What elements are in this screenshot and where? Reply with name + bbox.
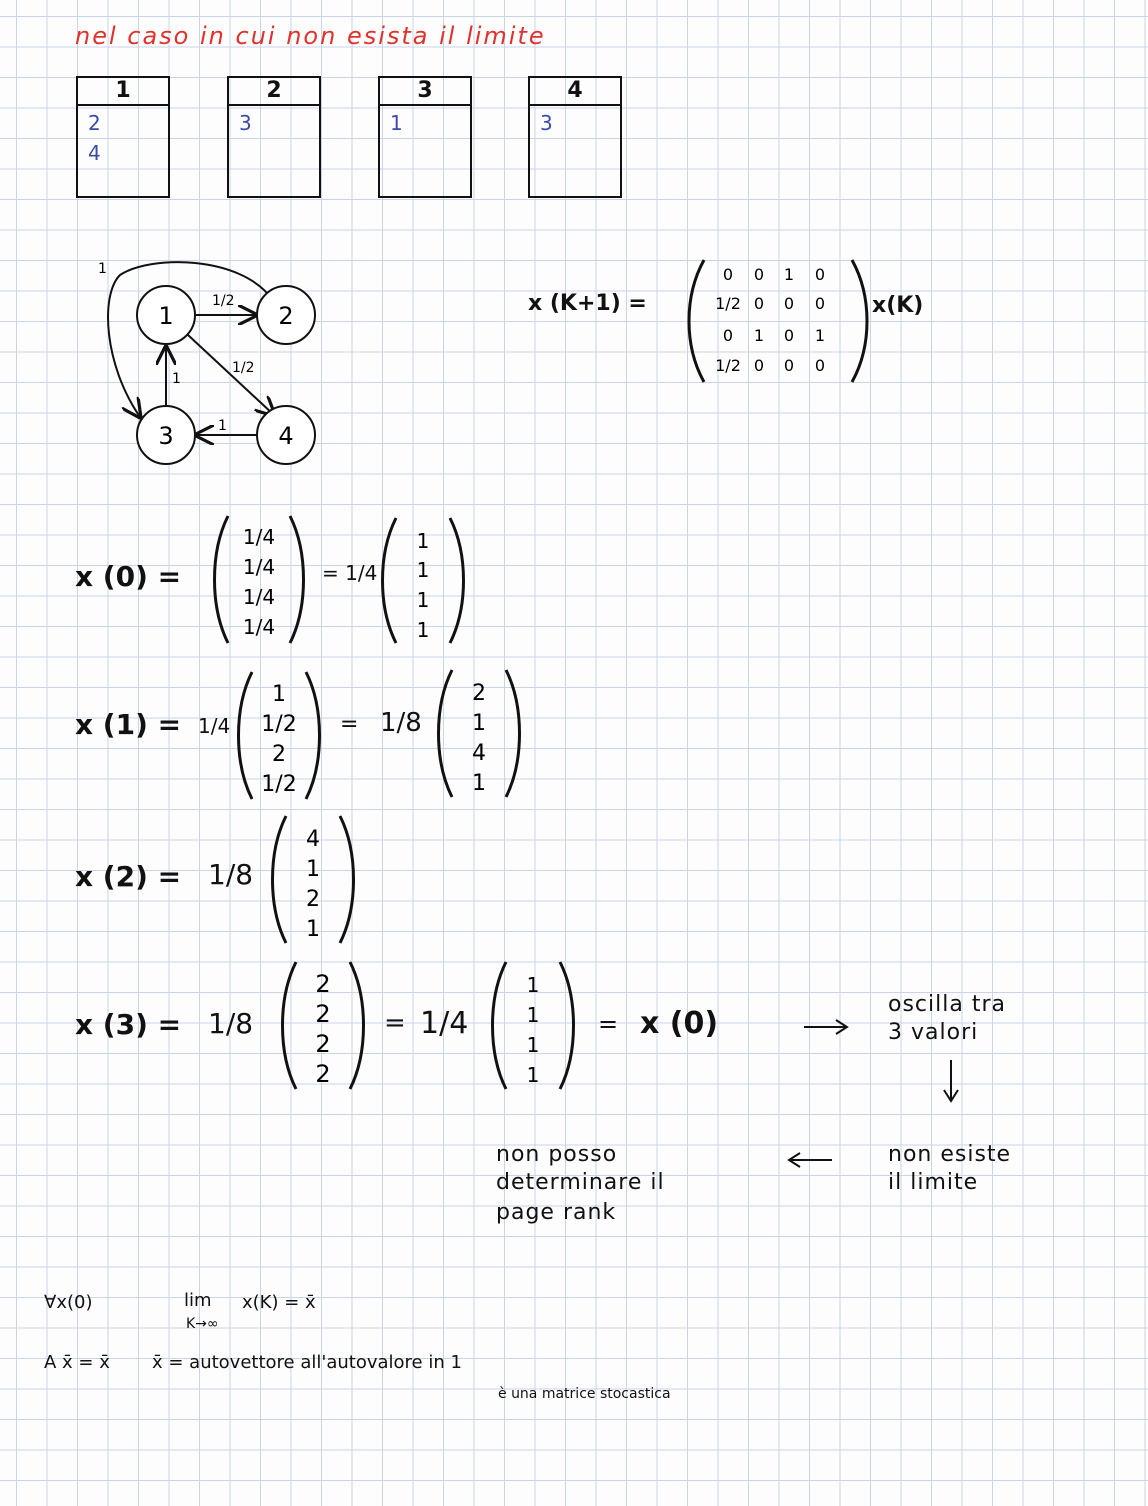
node-box-entry: 3 (239, 111, 252, 135)
matrix-cell: 0 (783, 356, 795, 375)
x2-lhs: x (2) = (75, 860, 182, 893)
edge-2-3 (108, 262, 272, 417)
vector-entry: 2 (315, 1000, 331, 1028)
footer-stochastic: è una matrice stocastica (498, 1386, 671, 1402)
x2-coef: 1/8 (208, 858, 254, 891)
matrix-cell: 0 (814, 294, 826, 313)
vector-entry: 1 (306, 857, 320, 882)
node-box-3 (378, 76, 472, 198)
vector-entry: 1/4 (242, 615, 276, 639)
note-non-posso-line3: page rank (496, 1200, 617, 1225)
vector-entry: 1 (526, 973, 540, 997)
paren-right (852, 260, 867, 382)
x1-coef2: 1/8 (380, 708, 422, 738)
node-box-header: 2 (229, 78, 319, 106)
vector-entry: 1 (416, 558, 430, 582)
matrix-cell: 0 (722, 265, 734, 284)
matrix-cell: 0 (753, 265, 765, 284)
x0-vector2 (380, 514, 466, 651)
graph-node-label: 4 (278, 422, 294, 450)
matrix-cell: 1 (783, 265, 795, 284)
x2-vector (270, 812, 356, 951)
node-box-entry: 2 (88, 111, 101, 135)
matrix-cell: 1/2 (715, 356, 741, 375)
note-non-posso-line1: non posso (496, 1142, 618, 1167)
footer-lim-expr: x(K) = x̄ (242, 1292, 316, 1313)
note-non-esiste-line1: non esiste (888, 1142, 1012, 1167)
node-box-header: 3 (380, 78, 470, 106)
edge-label: 1 (98, 261, 107, 277)
vector-entry: 2 (272, 742, 286, 767)
vector-entry: 1/4 (242, 585, 276, 609)
x3-vector (280, 958, 366, 1097)
x0-lhs: x (0) = (75, 560, 182, 593)
vector-entry: 4 (472, 741, 486, 766)
x1-vector (236, 668, 322, 807)
vector-entry: 1 (306, 917, 320, 942)
page-title: nel caso in cui non esista il limite (75, 22, 546, 50)
footer-forall: ∀x(0) (44, 1292, 93, 1313)
graph-node-label: 2 (278, 302, 294, 330)
x0-eq: = 1/4 (322, 561, 378, 585)
x0-vector (212, 512, 306, 651)
node-box-header: 4 (530, 78, 620, 106)
x1-vector2 (436, 666, 522, 805)
transition-lhs: x (K+1) = (528, 291, 647, 316)
x0-vector-frame (212, 512, 306, 647)
node-box-2 (227, 76, 321, 198)
transition-matrix (686, 256, 870, 386)
vector-entry: 4 (306, 827, 320, 852)
link-graph (90, 255, 340, 475)
footer-eigen-desc: x̄ = autovettore all'autovalore in 1 (152, 1352, 462, 1373)
node-box-entry: 3 (540, 111, 553, 135)
x3-lhs: x (3) = (75, 1008, 182, 1041)
vector-entry: 2 (472, 681, 486, 706)
vector-entry: 1 (526, 1003, 540, 1027)
node-box-4 (528, 76, 622, 198)
vector-entry: 1 (272, 682, 286, 707)
matrix-cell: 1 (753, 326, 765, 345)
matrix-cell: 1/2 (715, 294, 741, 313)
footer-lim: lim (184, 1290, 212, 1311)
edge-label: 1 (172, 371, 181, 387)
note-oscilla-line2: 3 valori (888, 1020, 979, 1045)
vector-entry: 2 (315, 970, 331, 998)
edge-label: 1 (218, 418, 227, 434)
vector-entry: 1 (526, 1063, 540, 1087)
vector-entry: 1 (416, 618, 430, 642)
x3-eq2: = (598, 1010, 619, 1038)
vector-entry: 1 (472, 771, 486, 796)
vector-entry: 2 (315, 1060, 331, 1088)
matrix-cell: 0 (753, 294, 765, 313)
vector-entry: 1 (416, 529, 430, 553)
node-box-header: 1 (78, 78, 168, 106)
arrow-down-icon (936, 1056, 966, 1106)
matrix-cell: 0 (753, 356, 765, 375)
arrow-right-icon (800, 1012, 852, 1042)
vector-entry: 1/4 (242, 525, 276, 549)
matrix-cell: 0 (783, 326, 795, 345)
x3-vector2 (490, 958, 576, 1097)
edge-label: 1/2 (232, 360, 255, 376)
graph-node-label: 3 (158, 422, 174, 450)
edge-label: 1/2 (212, 293, 235, 309)
note-non-posso-line2: determinare il (496, 1170, 665, 1195)
x3-coef: 1/8 (208, 1007, 254, 1040)
x3-coef2: 1/4 (420, 1006, 469, 1041)
node-box-entry: 1 (390, 111, 403, 135)
node-box-1 (76, 76, 170, 198)
vector-entry: 2 (315, 1030, 331, 1058)
paren-left (689, 260, 704, 382)
matrix-cell: 1 (814, 326, 826, 345)
edge-1-4 (188, 335, 274, 415)
x3-eq: = (384, 1008, 406, 1038)
x1-coef: 1/4 (198, 714, 231, 738)
matrix-cell: 0 (783, 294, 795, 313)
transition-rhs: x(K) (872, 293, 924, 318)
arrow-left-icon (784, 1145, 836, 1175)
vector-entry: 1/4 (242, 555, 276, 579)
x3-result: x (0) (640, 1006, 719, 1041)
vector-entry: 1 (416, 588, 430, 612)
footer-eigen: A x̄ = x̄ (44, 1352, 110, 1373)
vector-entry: 1/2 (261, 712, 297, 737)
vector-entry: 2 (306, 887, 320, 912)
vector-entry: 1 (526, 1033, 540, 1057)
matrix-cell: 0 (814, 356, 826, 375)
matrix-cell: 0 (814, 265, 826, 284)
note-oscilla-line1: oscilla tra (888, 992, 1006, 1017)
vector-entry: 1 (472, 711, 486, 736)
note-non-esiste-line2: il limite (888, 1170, 979, 1195)
matrix-cell: 0 (722, 326, 734, 345)
footer-lim-sub: K→∞ (186, 1316, 219, 1332)
graph-node-label: 1 (158, 302, 174, 330)
node-box-entry: 4 (88, 141, 101, 165)
vector-entry: 1/2 (261, 772, 297, 797)
x1-lhs: x (1) = (75, 708, 182, 741)
x1-eq: = (340, 712, 359, 737)
